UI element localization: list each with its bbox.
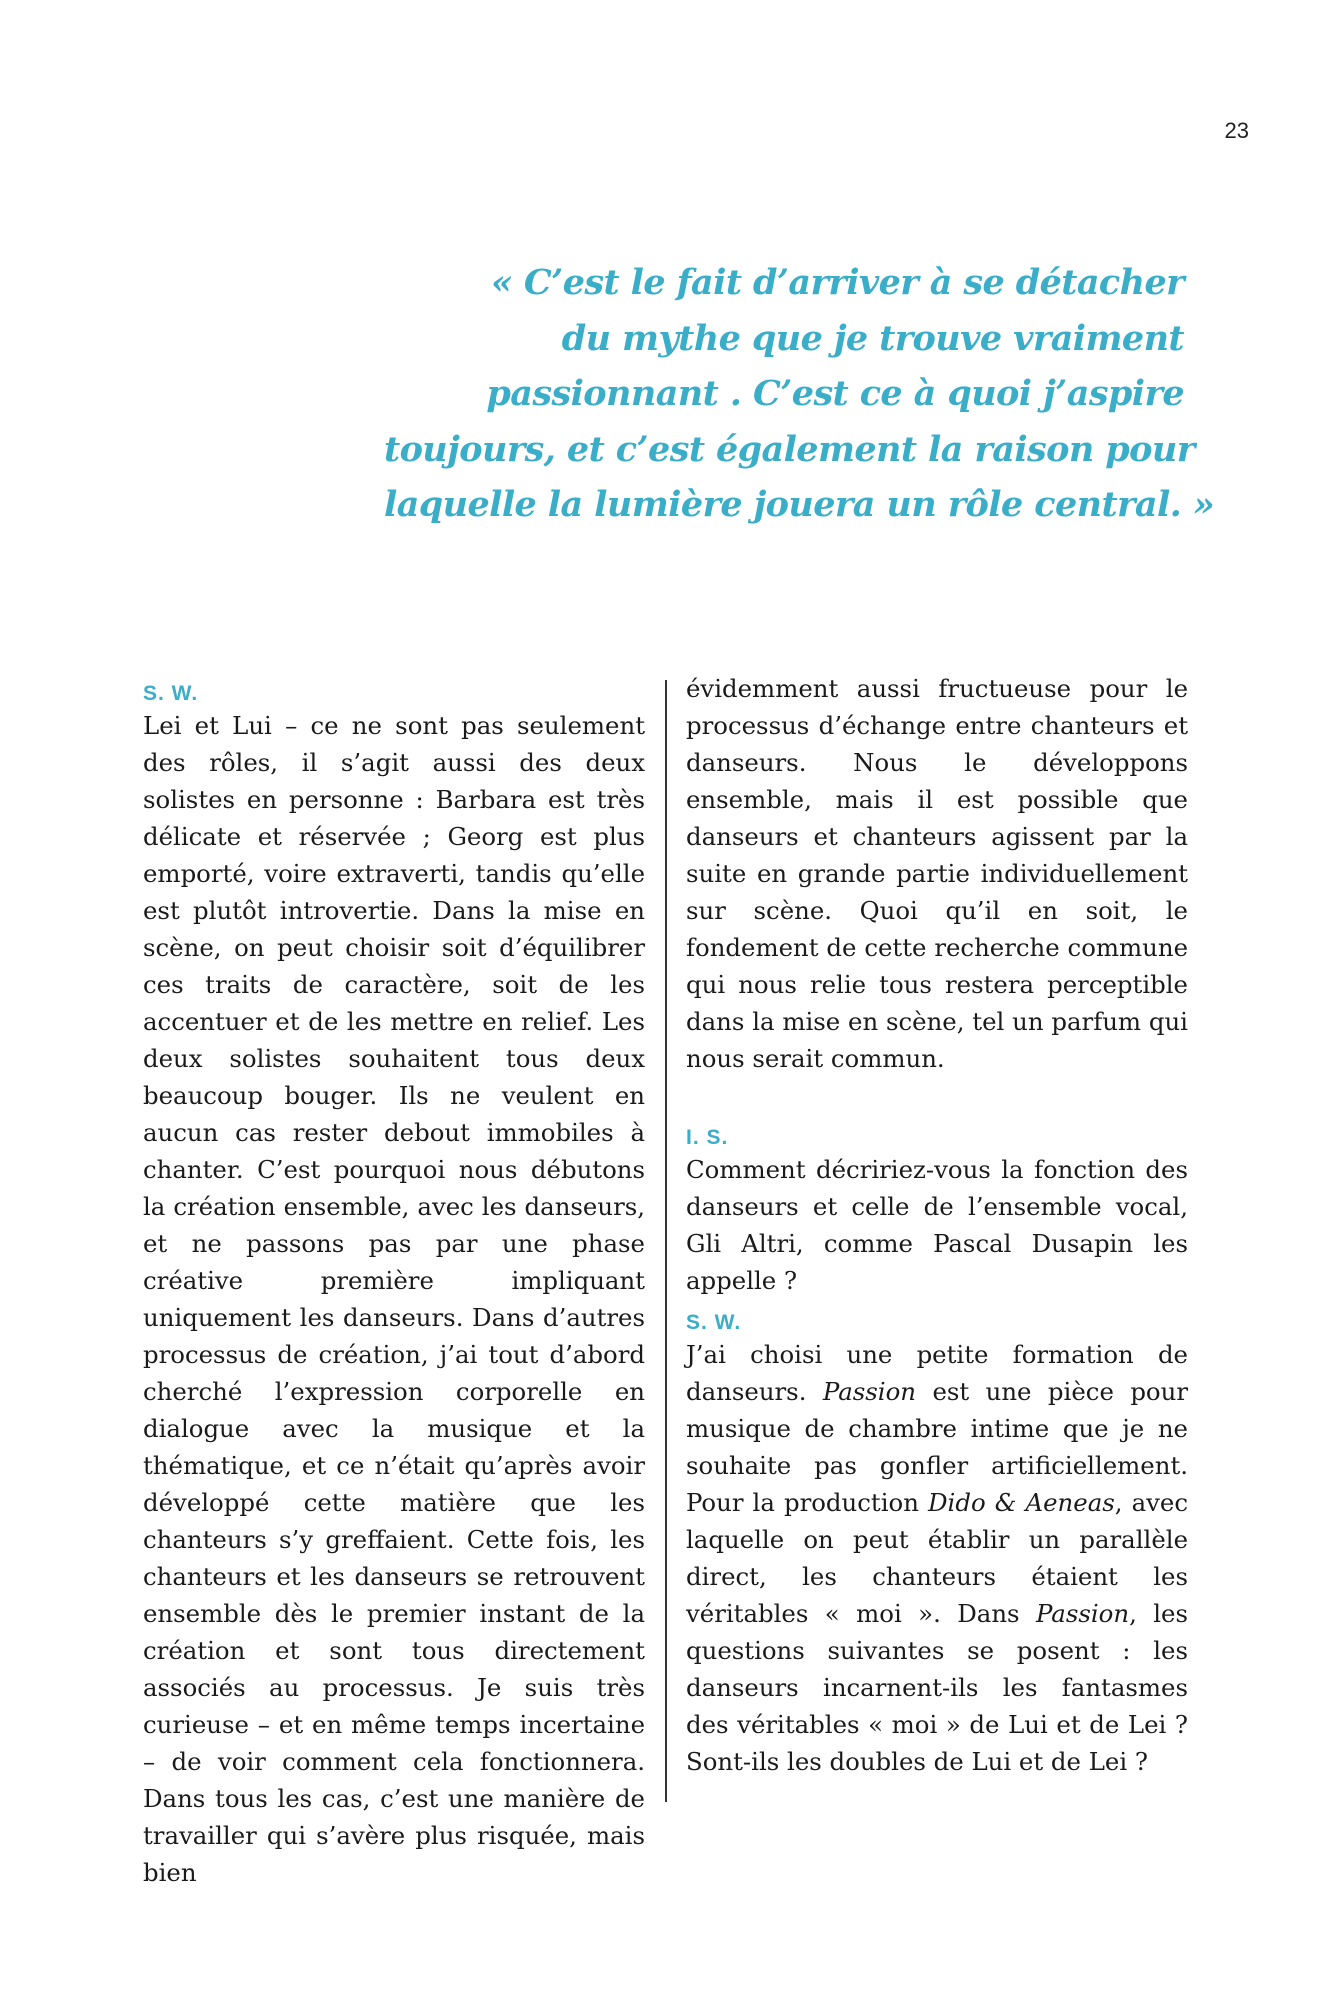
work-title: Passion bbox=[1035, 1599, 1130, 1628]
column-divider bbox=[665, 680, 667, 1802]
work-title: Dido & Aeneas bbox=[927, 1488, 1115, 1517]
pull-quote bbox=[384, 255, 1215, 533]
quote-line: toujours, et c’est également la raison pour bbox=[384, 428, 1195, 470]
answer-continuation: évidemment aussi fructueuse pour le processus d’échange entre chanteurs et danseurs. Nous le développons ensemble, mais il est possible que danseurs et chanteurs agissent par la suite en grande partie individuellement sur scène. Quoi qu’il en soit, le fondement de cette recherche commune qui nous relie tous restera perceptible dans la mise en scène, tel un parfum qui nous serait commun. bbox=[686, 674, 1188, 1073]
answer-segment: , avec laquelle on peut établir un parallèle direct, les chanteurs étaient les véritables « moi ». Dans bbox=[686, 1488, 1189, 1628]
speaker-label: I. S. bbox=[686, 1126, 729, 1149]
answer-segment: J’ai choisi une petite formation de danseurs. bbox=[686, 1340, 1188, 1406]
answer-segment: est une pièce pour musique de chambre intime que je ne souhaite pas gonfler artificiellement. Pour la production bbox=[686, 1377, 1188, 1517]
quote-line: « C’est le fait d’arriver à se détacher bbox=[491, 262, 1184, 303]
question-text: Comment décririez-vous la fonction des danseurs et celle de l’ensemble vocal, Gli Altri, comme Pascal Dusapin les appelle ? bbox=[686, 1155, 1188, 1295]
page-number: 23 bbox=[1224, 118, 1249, 143]
right-column bbox=[686, 670, 1188, 1780]
paragraph-spacer bbox=[686, 1077, 1188, 1114]
speaker-label: S. W. bbox=[686, 1311, 742, 1334]
answer-text: Lei et Lui – ce ne sont pas seulement des rôles, il s’agit aussi des deux solistes en personne : Barbara est très délicate et réservée ; Georg est plus emporté, voire extraverti, tandis qu’elle est plutôt introvertie. Dans la mise en scène, on peut choisir soit d’équilibrer ces traits de caractère, soit de les accentuer et de les mettre en relief. Les deux solistes souhaitent tous deux beaucoup bouger. Ils ne veulent en aucun cas rester debout immobiles à chanter. C’est pourquoi nous débutons la création ensemble, avec les danseurs, et ne passons pas par une phase créative première impliquant uniquement les danseurs. Dans d’autres processus de création, j’ai tout d’abord cherché l’expression corporelle en dialogue avec la musique et la thématique, et ce n’était qu’après avoir développé cette matière que les chanteurs s’y greffaient. Cette fois, les chanteurs et les danseurs se retrouvent ensemble dès le premier instant de la création et sont tous directement associés au processus. Je suis très curieuse – et en même temps incertaine – de voir comment cela fonctionnera. Dans tous les cas, c’est une manière de travailler qui s’avère plus risquée, mais bien bbox=[143, 711, 645, 1887]
answer-segment: , les questions suivantes se posent : les danseurs incarnent-ils les fantasmes des véritables « moi » de Lui et de Lei ? Sont-ils les doubles de Lui et de Lei ? bbox=[686, 1599, 1188, 1776]
quote-line: passionnant . C’est ce à quoi j’aspire bbox=[486, 373, 1184, 414]
answer-text bbox=[686, 1336, 1188, 1780]
quote-line: du mythe que je trouve vraiment bbox=[561, 317, 1184, 359]
work-title: Passion bbox=[822, 1377, 916, 1406]
speaker-label: S. W. bbox=[143, 682, 199, 705]
quote-line: laquelle la lumière jouera un rôle central. » bbox=[384, 484, 1215, 525]
left-column bbox=[143, 670, 645, 1891]
